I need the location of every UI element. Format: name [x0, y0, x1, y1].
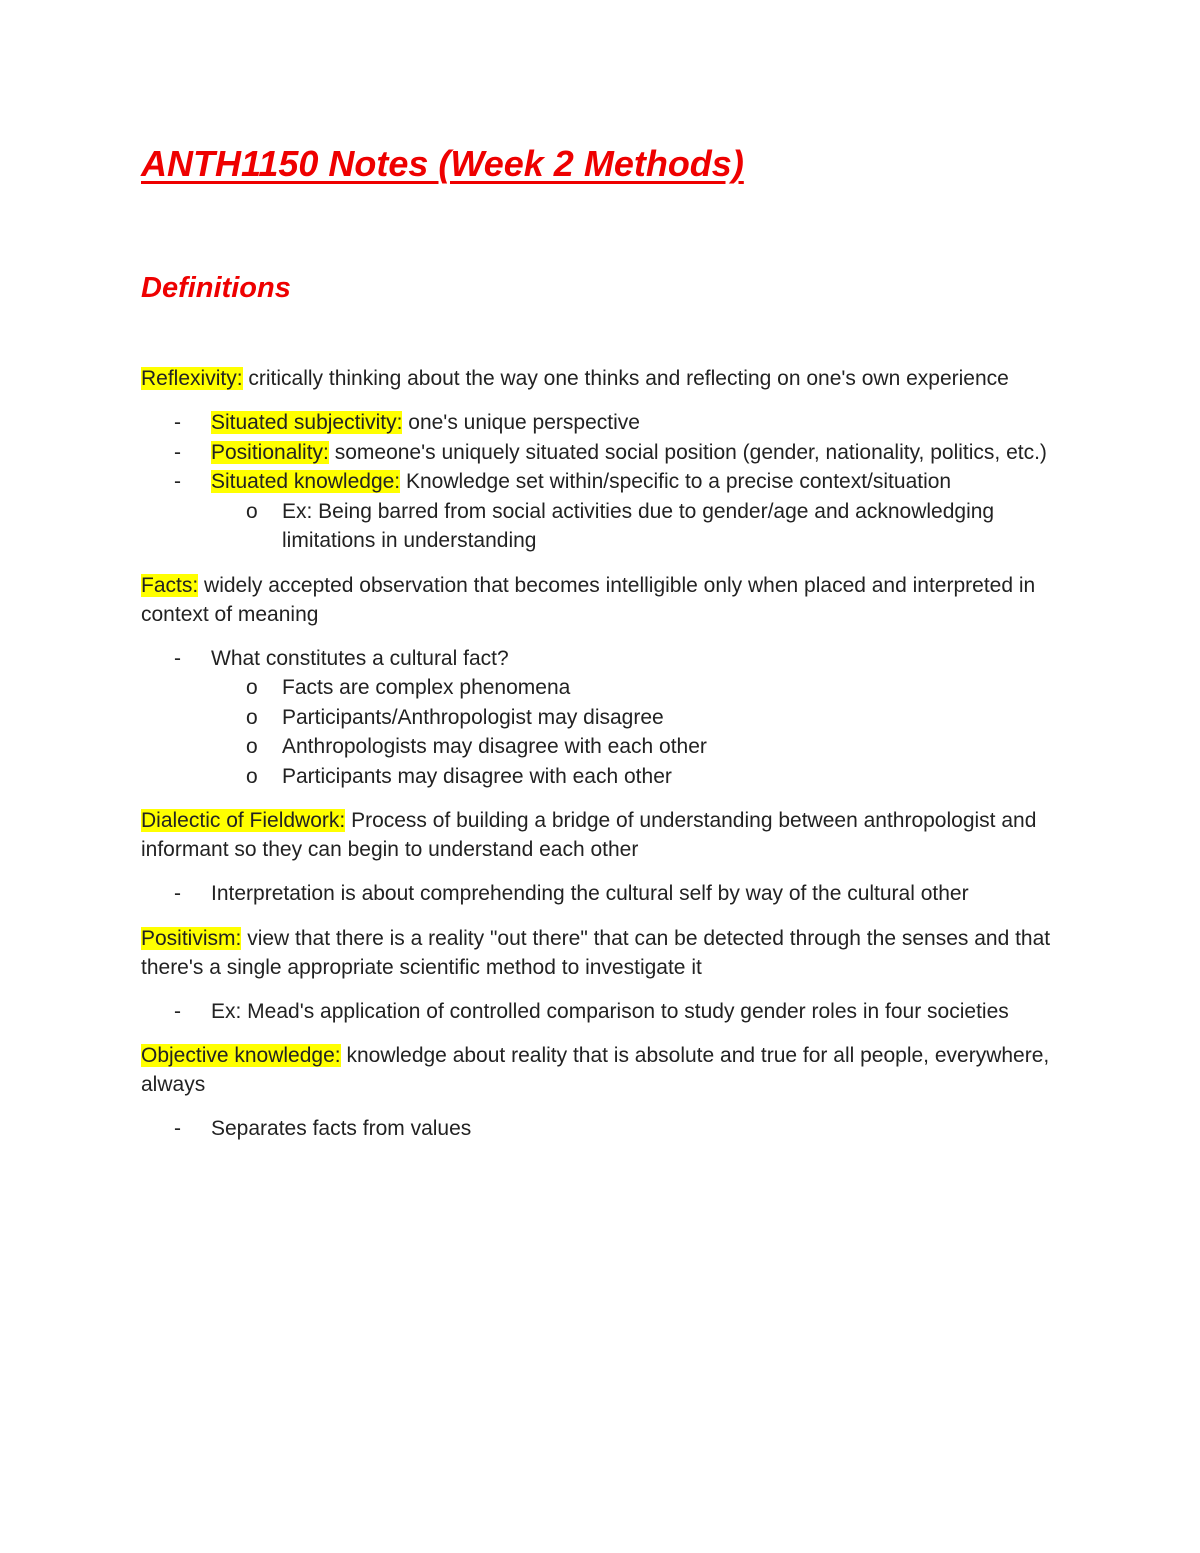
- definition-text: critically thinking about the way one thinks and reflecting on one's own experience: [242, 367, 1009, 390]
- term-highlight: Positivism:: [141, 926, 242, 950]
- circle-bullet: o: [246, 735, 258, 758]
- sub-list-item: [211, 703, 1061, 733]
- item-text: Knowledge set within/specific to a precise context/situation: [400, 470, 952, 493]
- term-highlight: Situated subjectivity:: [211, 411, 403, 434]
- document-title: ANTH1150 Notes (Week 2 Methods): [141, 143, 744, 184]
- list-item: [141, 467, 1061, 556]
- definition-text: knowledge about reality that is absolute and true for all people, everywhere, always: [141, 1044, 1050, 1096]
- definition-positivism: [141, 924, 1061, 982]
- definition-list: [141, 879, 1061, 909]
- definition-list: [141, 408, 1061, 556]
- definition-objective-knowledge: [141, 1041, 1061, 1099]
- definition-list: [141, 997, 1061, 1027]
- circle-bullet: o: [246, 764, 258, 788]
- definition-list: [141, 644, 1061, 792]
- sub-item-text: Participants/Anthropologist may disagree: [282, 705, 664, 729]
- definition-reflexivity: [141, 364, 1061, 393]
- definition-text: Process of building a bridge of understanding between anthropologist and informant so they can begin to understand each other: [141, 809, 1037, 861]
- dash-bullet: -: [174, 646, 181, 670]
- dash-bullet: -: [174, 999, 181, 1023]
- list-item: [141, 1114, 1061, 1144]
- list-item: [141, 408, 1061, 438]
- sub-list-item: [211, 762, 1061, 792]
- sub-list-item: [211, 732, 1061, 762]
- sub-item-text: Anthropologists may disagree with each other: [282, 735, 707, 758]
- definition-text: widely accepted observation that becomes intelligible only when placed and interpreted in context of meaning: [141, 573, 1036, 626]
- item-text: What constitutes a cultural fact?: [211, 646, 509, 670]
- list-item: [141, 997, 1061, 1027]
- list-item: [141, 438, 1061, 468]
- dash-bullet: -: [174, 882, 181, 905]
- term-highlight: Situated knowledge:: [211, 470, 401, 493]
- document-page: [141, 140, 1061, 1144]
- term-highlight: Facts:: [141, 573, 199, 597]
- term-highlight: Objective knowledge:: [141, 1044, 341, 1067]
- circle-bullet: o: [246, 499, 258, 523]
- item-text: Interpretation is about comprehending the cultural self by way of the cultural other: [211, 882, 969, 905]
- list-item: [141, 879, 1061, 909]
- sub-list: [211, 673, 1061, 791]
- dash-bullet: -: [174, 1117, 181, 1140]
- sub-list-item: [211, 497, 1061, 556]
- dash-bullet: -: [174, 470, 181, 493]
- circle-bullet: o: [246, 676, 258, 699]
- circle-bullet: o: [246, 705, 258, 729]
- item-text: Ex: Mead's application of controlled comparison to study gender roles in four societies: [211, 999, 1009, 1023]
- definition-text: view that there is a reality "out there" that can be detected through the senses and that there's a single appropriate scientific method to investigate it: [141, 926, 1051, 979]
- definitions-body: [141, 364, 1061, 1144]
- item-text: Separates facts from values: [211, 1117, 472, 1140]
- item-text: one's unique perspective: [402, 411, 640, 434]
- section-heading-definitions: Definitions: [141, 272, 291, 304]
- sub-list: [211, 497, 1061, 556]
- dash-bullet: -: [174, 440, 181, 464]
- definition-dialectic-of-fieldwork: [141, 806, 1061, 864]
- definition-list: [141, 1114, 1061, 1144]
- item-text: someone's uniquely situated social position (gender, nationality, politics, etc.): [328, 440, 1047, 464]
- list-item: [141, 644, 1061, 792]
- term-highlight: Positionality:: [211, 440, 329, 464]
- term-highlight: Reflexivity:: [141, 367, 243, 390]
- sub-item-text: Participants may disagree with each other: [282, 764, 672, 788]
- definition-facts: [141, 571, 1061, 629]
- sub-item-text: Ex: Being barred from social activities due to gender/age and acknowledging limitations in understanding: [282, 499, 995, 552]
- dash-bullet: -: [174, 411, 181, 434]
- term-highlight: Dialectic of Fieldwork:: [141, 809, 346, 832]
- sub-item-text: Facts are complex phenomena: [282, 676, 571, 699]
- sub-list-item: [211, 673, 1061, 703]
